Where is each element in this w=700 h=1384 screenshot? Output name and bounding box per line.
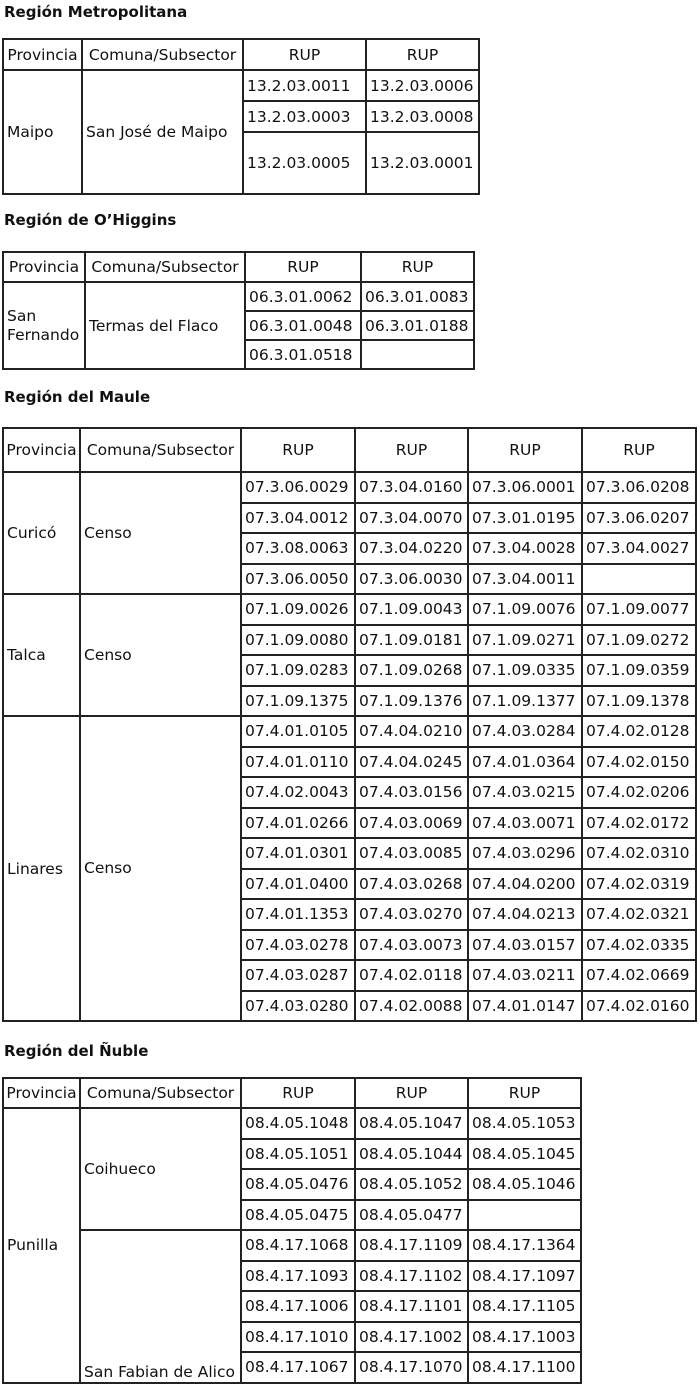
header-provincia: Provincia bbox=[3, 428, 80, 472]
rup-table bbox=[2, 427, 697, 1022]
rup-cell: 07.1.09.0076 bbox=[468, 594, 582, 625]
rup-cell: 07.3.06.0030 bbox=[355, 564, 468, 595]
comuna-cell: San Fabian de Alico bbox=[80, 1230, 241, 1383]
rup-cell: 07.4.03.0157 bbox=[468, 930, 582, 961]
header-rup: RUP bbox=[245, 252, 361, 282]
rup-cell: 07.4.03.0211 bbox=[468, 960, 582, 991]
header-rup: RUP bbox=[243, 39, 366, 70]
header-rup: RUP bbox=[468, 1078, 581, 1108]
rup-cell: 07.3.04.0028 bbox=[468, 533, 582, 564]
rup-cell: 07.4.01.0110 bbox=[241, 747, 355, 778]
rup-cell: 07.4.03.0156 bbox=[355, 777, 468, 808]
rup-cell bbox=[582, 564, 696, 595]
rup-cell: 08.4.05.1051 bbox=[241, 1139, 355, 1170]
provincia-cell: Linares bbox=[3, 716, 80, 1021]
rup-cell: 07.4.02.0043 bbox=[241, 777, 355, 808]
rup-cell: 07.3.06.0050 bbox=[241, 564, 355, 595]
section-title: Región Metropolitana bbox=[4, 3, 188, 21]
rup-cell: 07.4.03.0085 bbox=[355, 838, 468, 869]
rup-cell: 07.4.02.0128 bbox=[582, 716, 696, 747]
rup-cell: 13.2.03.0011 bbox=[243, 70, 366, 101]
rup-cell: 07.4.03.0296 bbox=[468, 838, 582, 869]
header-rup: RUP bbox=[241, 428, 355, 472]
table-row bbox=[3, 1108, 581, 1139]
rup-cell: 08.4.05.1052 bbox=[355, 1169, 468, 1200]
rup-cell: 07.4.02.0172 bbox=[582, 808, 696, 839]
rup-table bbox=[2, 1077, 582, 1384]
rup-cell: 08.4.05.0477 bbox=[355, 1200, 468, 1231]
rup-cell: 07.4.02.0088 bbox=[355, 991, 468, 1022]
header-rup: RUP bbox=[241, 1078, 355, 1108]
rup-cell: 13.2.03.0008 bbox=[366, 101, 479, 132]
rup-cell: 07.1.09.0043 bbox=[355, 594, 468, 625]
rup-table bbox=[2, 251, 475, 370]
rup-cell: 07.4.03.0287 bbox=[241, 960, 355, 991]
rup-cell: 07.1.09.1377 bbox=[468, 686, 582, 717]
rup-cell: 13.2.03.0003 bbox=[243, 101, 366, 132]
rup-cell: 07.4.02.0319 bbox=[582, 869, 696, 900]
rup-cell: 07.1.09.0268 bbox=[355, 655, 468, 686]
section-title: Región de O’Higgins bbox=[4, 211, 177, 229]
rup-cell: 07.3.06.0001 bbox=[468, 472, 582, 503]
provincia-cell: Curicó bbox=[3, 472, 80, 594]
rup-cell: 07.4.04.0200 bbox=[468, 869, 582, 900]
rup-cell: 07.4.02.0118 bbox=[355, 960, 468, 991]
provincia-cell: San Fernando bbox=[3, 282, 85, 369]
table-header-row bbox=[3, 39, 479, 70]
rup-cell bbox=[361, 340, 474, 369]
header-comuna: Comuna/Subsector bbox=[85, 252, 245, 282]
rup-cell: 06.3.01.0062 bbox=[245, 282, 361, 311]
header-comuna: Comuna/Subsector bbox=[80, 1078, 241, 1108]
header-provincia: Provincia bbox=[3, 1078, 80, 1108]
rup-cell: 07.3.06.0208 bbox=[582, 472, 696, 503]
rup-cell: 08.4.05.0475 bbox=[241, 1200, 355, 1231]
rup-cell: 07.4.03.0280 bbox=[241, 991, 355, 1022]
header-provincia: Provincia bbox=[3, 252, 85, 282]
rup-cell: 08.4.17.1105 bbox=[468, 1291, 581, 1322]
rup-cell: 07.4.01.0301 bbox=[241, 838, 355, 869]
rup-cell: 08.4.17.1002 bbox=[355, 1322, 468, 1353]
rup-cell: 07.4.04.0213 bbox=[468, 899, 582, 930]
rup-cell: 08.4.17.1364 bbox=[468, 1230, 581, 1261]
provincia-cell: Punilla bbox=[3, 1108, 80, 1383]
rup-cell: 07.1.09.0080 bbox=[241, 625, 355, 656]
rup-cell: 07.4.01.0105 bbox=[241, 716, 355, 747]
rup-cell: 08.4.17.1101 bbox=[355, 1291, 468, 1322]
rup-cell: 07.1.09.0359 bbox=[582, 655, 696, 686]
rup-cell: 07.4.01.1353 bbox=[241, 899, 355, 930]
rup-cell: 08.4.17.1102 bbox=[355, 1261, 468, 1292]
header-comuna: Comuna/Subsector bbox=[82, 39, 243, 70]
rup-cell: 06.3.01.0188 bbox=[361, 311, 474, 340]
rup-cell: 13.2.03.0005 bbox=[243, 132, 366, 194]
rup-cell: 08.4.17.1070 bbox=[355, 1352, 468, 1383]
rup-cell: 07.1.09.1378 bbox=[582, 686, 696, 717]
rup-cell: 07.1.09.0181 bbox=[355, 625, 468, 656]
comuna-cell: Censo bbox=[80, 594, 241, 716]
rup-cell: 07.3.04.0012 bbox=[241, 503, 355, 534]
table-row bbox=[3, 594, 696, 625]
table-row bbox=[3, 472, 696, 503]
rup-cell: 08.4.05.0476 bbox=[241, 1169, 355, 1200]
rup-cell: 08.4.17.1100 bbox=[468, 1352, 581, 1383]
rup-cell: 08.4.17.1006 bbox=[241, 1291, 355, 1322]
rup-cell: 07.4.02.0206 bbox=[582, 777, 696, 808]
header-comuna: Comuna/Subsector bbox=[80, 428, 241, 472]
rup-cell: 07.4.02.0150 bbox=[582, 747, 696, 778]
rup-cell: 06.3.01.0518 bbox=[245, 340, 361, 369]
comuna-cell: Coihueco bbox=[80, 1108, 241, 1230]
table-row bbox=[3, 716, 696, 747]
header-rup: RUP bbox=[468, 428, 582, 472]
rup-cell: 07.3.01.0195 bbox=[468, 503, 582, 534]
rup-cell: 07.4.01.0400 bbox=[241, 869, 355, 900]
rup-cell: 07.4.04.0210 bbox=[355, 716, 468, 747]
rup-cell: 07.1.09.0026 bbox=[241, 594, 355, 625]
rup-cell: 07.3.06.0207 bbox=[582, 503, 696, 534]
rup-cell: 07.1.09.0283 bbox=[241, 655, 355, 686]
header-rup: RUP bbox=[361, 252, 474, 282]
comuna-cell: San José de Maipo bbox=[82, 70, 243, 194]
rup-cell: 07.4.03.0278 bbox=[241, 930, 355, 961]
provincia-cell: Maipo bbox=[3, 70, 82, 194]
rup-cell: 07.4.02.0335 bbox=[582, 930, 696, 961]
section-title: Región del Maule bbox=[4, 388, 151, 406]
rup-table bbox=[2, 38, 480, 195]
rup-cell: 08.4.17.1068 bbox=[241, 1230, 355, 1261]
table-header-row bbox=[3, 1078, 581, 1108]
rup-cell: 06.3.01.0083 bbox=[361, 282, 474, 311]
rup-cell: 08.4.17.1093 bbox=[241, 1261, 355, 1292]
header-rup: RUP bbox=[582, 428, 696, 472]
rup-cell: 07.1.09.0272 bbox=[582, 625, 696, 656]
table-row bbox=[3, 70, 479, 101]
header-rup: RUP bbox=[355, 428, 468, 472]
table-row bbox=[3, 1230, 581, 1261]
rup-cell: 08.4.17.1003 bbox=[468, 1322, 581, 1353]
rup-cell: 07.4.02.0669 bbox=[582, 960, 696, 991]
rup-cell: 08.4.17.1010 bbox=[241, 1322, 355, 1353]
table-header-row bbox=[3, 252, 474, 282]
rup-cell: 07.4.03.0069 bbox=[355, 808, 468, 839]
rup-cell: 08.4.05.1044 bbox=[355, 1139, 468, 1170]
rup-cell: 07.4.02.0321 bbox=[582, 899, 696, 930]
rup-cell: 07.4.03.0073 bbox=[355, 930, 468, 961]
rup-cell: 07.4.03.0215 bbox=[468, 777, 582, 808]
table-row bbox=[3, 282, 474, 311]
table-header-row bbox=[3, 428, 696, 472]
rup-cell: 07.3.06.0029 bbox=[241, 472, 355, 503]
header-rup: RUP bbox=[366, 39, 479, 70]
comuna-cell: Termas del Flaco bbox=[85, 282, 245, 369]
header-provincia: Provincia bbox=[3, 39, 82, 70]
rup-cell: 07.4.04.0245 bbox=[355, 747, 468, 778]
rup-cell: 07.1.09.0077 bbox=[582, 594, 696, 625]
rup-cell: 07.3.04.0160 bbox=[355, 472, 468, 503]
rup-cell: 07.4.01.0364 bbox=[468, 747, 582, 778]
rup-cell: 08.4.05.1048 bbox=[241, 1108, 355, 1139]
rup-cell: 07.1.09.1375 bbox=[241, 686, 355, 717]
rup-cell: 07.4.03.0284 bbox=[468, 716, 582, 747]
rup-cell: 07.3.08.0063 bbox=[241, 533, 355, 564]
rup-cell: 07.3.04.0027 bbox=[582, 533, 696, 564]
rup-cell: 07.1.09.1376 bbox=[355, 686, 468, 717]
rup-cell: 07.4.03.0071 bbox=[468, 808, 582, 839]
rup-cell: 07.1.09.0335 bbox=[468, 655, 582, 686]
rup-cell: 08.4.05.1053 bbox=[468, 1108, 581, 1139]
rup-cell: 08.4.17.1097 bbox=[468, 1261, 581, 1292]
rup-cell: 13.2.03.0006 bbox=[366, 70, 479, 101]
rup-cell: 07.4.03.0268 bbox=[355, 869, 468, 900]
rup-cell: 13.2.03.0001 bbox=[366, 132, 479, 194]
comuna-cell: Censo bbox=[80, 716, 241, 1021]
rup-cell: 07.4.01.0147 bbox=[468, 991, 582, 1022]
rup-cell bbox=[468, 1200, 581, 1231]
rup-cell: 07.4.03.0270 bbox=[355, 899, 468, 930]
rup-cell: 07.3.04.0070 bbox=[355, 503, 468, 534]
rup-cell: 08.4.05.1045 bbox=[468, 1139, 581, 1170]
rup-cell: 08.4.17.1109 bbox=[355, 1230, 468, 1261]
rup-cell: 07.4.01.0266 bbox=[241, 808, 355, 839]
section-title: Región del Ñuble bbox=[4, 1042, 149, 1060]
comuna-cell: Censo bbox=[80, 472, 241, 594]
rup-cell: 07.4.02.0310 bbox=[582, 838, 696, 869]
provincia-cell: Talca bbox=[3, 594, 80, 716]
rup-cell: 08.4.05.1047 bbox=[355, 1108, 468, 1139]
rup-cell: 07.3.04.0220 bbox=[355, 533, 468, 564]
rup-cell: 08.4.05.1046 bbox=[468, 1169, 581, 1200]
header-rup: RUP bbox=[355, 1078, 468, 1108]
rup-cell: 06.3.01.0048 bbox=[245, 311, 361, 340]
rup-cell: 08.4.17.1067 bbox=[241, 1352, 355, 1383]
rup-cell: 07.1.09.0271 bbox=[468, 625, 582, 656]
rup-cell: 07.3.04.0011 bbox=[468, 564, 582, 595]
rup-cell: 07.4.02.0160 bbox=[582, 991, 696, 1022]
